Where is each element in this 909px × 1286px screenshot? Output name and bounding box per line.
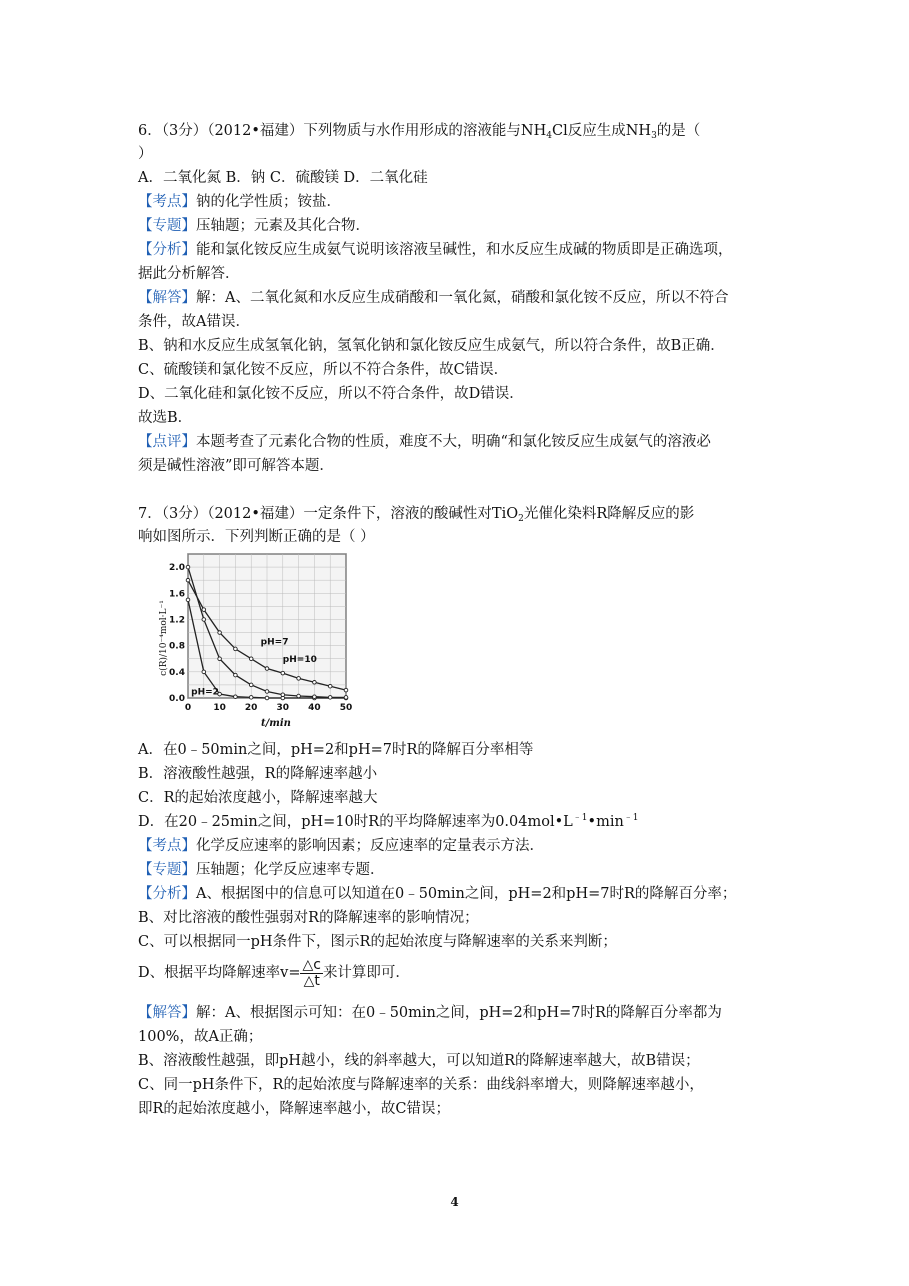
x-tick-label: 50 [339,703,353,713]
q6-kaodian [138,192,341,212]
q6-fenxi-line1: 能和氯化铵反应生成氨气说明该溶液呈碱性，和水反应生成碱的物质即是正确选项， [196,242,733,258]
q7-option-d-part2: •min [587,814,624,830]
y-tick-label: 1.6 [169,589,185,600]
q6-stem-part2: Cl反应生成NH [551,123,652,139]
data-point [218,631,222,635]
q7-jieda-line1: 解：A、根据图示可知：在0﹣50min之间，pH=2和pH=7时R的降解百分率都为 [196,1005,722,1021]
q6-dianping-line2: 须是碱性溶液”即可解答本题． [138,458,334,474]
q7-fenxi-line4 [138,956,410,990]
data-point [281,671,285,675]
q7-jieda-line5: 即R的起始浓度越小，降解速率越小，故C错误； [138,1101,451,1117]
fraction-denominator: △t [303,972,320,989]
q6-fenxi-tag: 【分析】 [138,242,196,258]
q6-stem-part1: 6．（3分）（2012•福建）下列物质与水作用形成的溶液能与NH [138,123,547,139]
data-point [218,657,222,661]
q7-fenxi-tag: 【分析】 [138,886,196,902]
y-tick-label: 1.2 [169,615,185,626]
y-tick-label: 0.8 [169,641,185,652]
data-point [186,578,190,582]
q6-dianping-line1: 本题考查了元素化合物的性质，难度不大，明确“和氯化铵反应生成氨气的溶液必 [196,434,711,450]
q7-jieda-line2: 100%，故A正确； [138,1029,263,1045]
q6-stem-sub1: 4 [546,131,552,141]
data-point [265,696,269,700]
y-tick-label: 0.0 [169,694,185,704]
q7-option-b: B．溶液酸性越强，R的降解速率越小 [138,766,378,782]
q7-kaodian-text: 化学反应速率的影响因素；反应速率的定量表示方法． [196,838,544,854]
data-point [202,618,206,622]
data-point [297,677,301,681]
data-point [186,565,190,569]
q6-jieda-line1: 解：A、二氧化氮和水反应生成硝酸和一氧化氮，硝酸和氯化铵不反应，所以不符合 [196,290,729,306]
q7-jieda-line3: B、溶液酸性越强，即pH越小，线的斜率越大，可以知道R的降解速率越大，故B错误； [138,1053,700,1069]
x-tick-label: 40 [308,703,321,713]
q6-zhuanti [138,216,370,236]
q6-kaodian-text: 钠的化学性质；铵盐． [196,194,341,210]
q7-fenxi-line1: A、根据图中的信息可以知道在0﹣50min之间，pH=2和pH=7时R的降解百分率； [196,886,737,902]
q7-jieda-tag: 【解答】 [138,1005,196,1021]
chart-ylabel: c(R)/10⁻⁴mol·L⁻¹ [159,600,169,676]
x-tick-label: 30 [276,703,290,713]
q7-option-d-part1: D．在20﹣25min之间，pH=10时R的平均降解速率为0.04mol•L [138,814,573,830]
fraction-numerator: △c [302,956,321,973]
q7-option-a: A．在0﹣50min之间，pH=2和pH=7时R的降解百分率相等 [138,742,534,758]
q7-fenxi [138,884,736,904]
q7-option-d-sup1: ﹣1 [572,813,588,823]
data-point [249,683,253,687]
data-point [234,647,238,651]
q6-kaodian-tag: 【考点】 [138,194,196,210]
q6-options: A．二氧化氮 B．钠 C．硫酸镁 D．二氧化硅 [138,170,428,186]
q6-zhuanti-tag: 【专题】 [138,218,196,234]
x-tick-label: 20 [244,703,258,713]
q6-dianping [138,432,711,452]
q7-fenxi-line3: C、可以根据同一pH条件下，图示R的起始浓度与降解速率的关系来判断； [138,934,617,950]
rate-fraction [300,958,322,989]
q7-zhuanti-tag: 【专题】 [138,862,196,878]
q6-jieda-line4: C、硫酸镁和氯化铵不反应，所以不符合条件，故C错误． [138,362,509,378]
q6-dianping-tag: 【点评】 [138,434,196,450]
data-point [344,696,348,700]
q6-jieda-line2: 条件，故A错误． [138,314,250,330]
q7-option-c: C．R的起始浓度越小，降解速率越大 [138,790,378,806]
q7-kaodian [138,836,544,856]
data-point [234,673,238,677]
q7-jieda-line4: C、同一pH条件下，R的起始浓度与降解速率的关系：曲线斜率增大，则降解速率越小， [138,1077,704,1093]
q6-jieda-line6: 故选B． [138,410,193,426]
q7-stem-line2: 响如图所示．下列判断正确的是（ ） [138,529,375,545]
q7-zhuanti-text: 压轴题；化学反应速率专题． [196,862,385,878]
data-point [328,684,332,688]
x-tick-label: 0 [184,703,192,713]
chart-xlabel: t/min [261,718,291,728]
data-point [297,694,301,698]
q7-fenxi-line4-part2: 来计算即可． [322,965,410,981]
x-tick-label: 10 [213,703,226,713]
data-point [202,608,206,612]
data-point [202,670,206,674]
q6-fenxi-line2: 据此分析解答． [138,266,240,282]
q7-option-d-sup2: ﹣1 [623,813,639,823]
q6-stem-cont: ） [138,146,153,162]
data-point [313,680,317,684]
data-point [313,695,317,699]
data-point [344,688,348,692]
data-point [265,690,269,694]
series-label: pH=2 [191,687,219,698]
data-point [186,598,190,602]
q6-jieda-line5: D、二氧化硅和氯化铵不反应，所以不符合条件，故D错误． [138,386,524,402]
q7-stem-sub: 2 [518,514,524,524]
q6-stem-part3: 的是（ [656,123,701,139]
page-number: 4 [450,1195,459,1209]
series-label: pH=7 [260,637,289,648]
q7-fenxi-line4-part1: D、根据平均降解速率v= [138,965,301,981]
q7-fenxi-line2: B、对比溶液的酸性强弱对R的降解速率的影响情况； [138,910,479,926]
q7-kaodian-tag: 【考点】 [138,838,196,854]
q6-stem-sub2: 3 [651,131,657,141]
q7-stem [138,504,694,524]
q6-jieda-line3: B、钠和水反应生成氢氧化钠，氢氧化钠和氯化铵反应生成氨气，所以符合条件，故B正确． [138,338,725,354]
q6-jieda-tag: 【解答】 [138,290,196,306]
q6-jieda [138,288,728,308]
data-point [265,667,269,671]
series-label: pH=10 [282,655,317,665]
q7-stem-part2: 光催化染料R降解反应的影 [523,506,695,522]
q7-stem-part1: 7．（3分）（2012•福建）一定条件下，溶液的酸碱性对TiO [138,506,519,522]
data-point [249,696,253,700]
q7-zhuanti [138,860,385,880]
data-point [249,657,253,661]
data-point [328,696,332,700]
data-point [281,693,285,697]
q6-stem [138,121,700,141]
q7-jieda [138,1003,722,1023]
y-tick-label: 2.0 [169,563,185,574]
q6-zhuanti-text: 压轴题；元素及其化合物． [196,218,370,234]
y-tick-label: 0.4 [169,667,185,678]
data-point [234,695,238,699]
degradation-chart [150,548,360,728]
q6-fenxi [138,240,733,260]
q7-option-d [138,812,639,832]
